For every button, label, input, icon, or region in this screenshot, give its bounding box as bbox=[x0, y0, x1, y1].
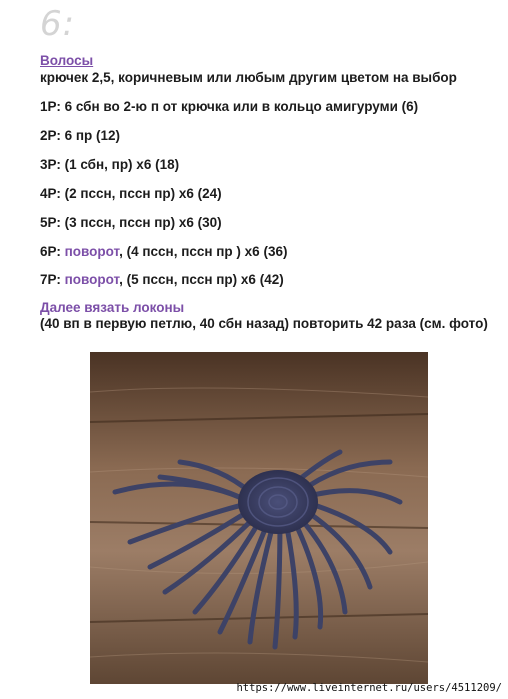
row-1: 1Р: 6 сбн во 2-ю п от крючка или в кольцо амигуруми (6) bbox=[40, 99, 419, 114]
row-6-rest: , (4 пссн, пссн пр ) х6 (36) bbox=[119, 244, 288, 259]
row-4: 4Р: (2 пссн, пссн пр) х6 (24) bbox=[40, 186, 222, 201]
row-7 bbox=[40, 272, 284, 287]
next-step-title: Далее вязать локоны bbox=[40, 300, 185, 315]
row-7-rest: , (5 пссн, пссн пр) х6 (42) bbox=[119, 272, 284, 287]
next-step-text: (40 вп в первую петлю, 40 сбн назад) повторить 42 раза (см. фото) bbox=[40, 316, 488, 331]
crochet-hair-photo bbox=[90, 352, 428, 684]
row-6-label: 6Р: bbox=[40, 244, 65, 259]
section-title: Волосы bbox=[40, 53, 94, 68]
row-5: 5Р: (3 пссн, пссн пр) х6 (30) bbox=[40, 215, 222, 230]
row-6-accent: поворот bbox=[64, 244, 120, 259]
row-7-accent: поворот bbox=[64, 272, 120, 287]
row-7-label: 7Р: bbox=[40, 272, 65, 287]
materials-line: крючек 2,5, коричневым или любым другим цветом на выбор bbox=[40, 70, 457, 85]
row-6 bbox=[40, 244, 287, 259]
row-3: 3Р: (1 сбн, пр) х6 (18) bbox=[40, 157, 180, 172]
source-url[interactable]: https://www.liveinternet.ru/users/4511209/ bbox=[236, 682, 502, 694]
row-2: 2Р: 6 пр (12) bbox=[40, 128, 120, 143]
page-number: 6: bbox=[40, 4, 76, 44]
